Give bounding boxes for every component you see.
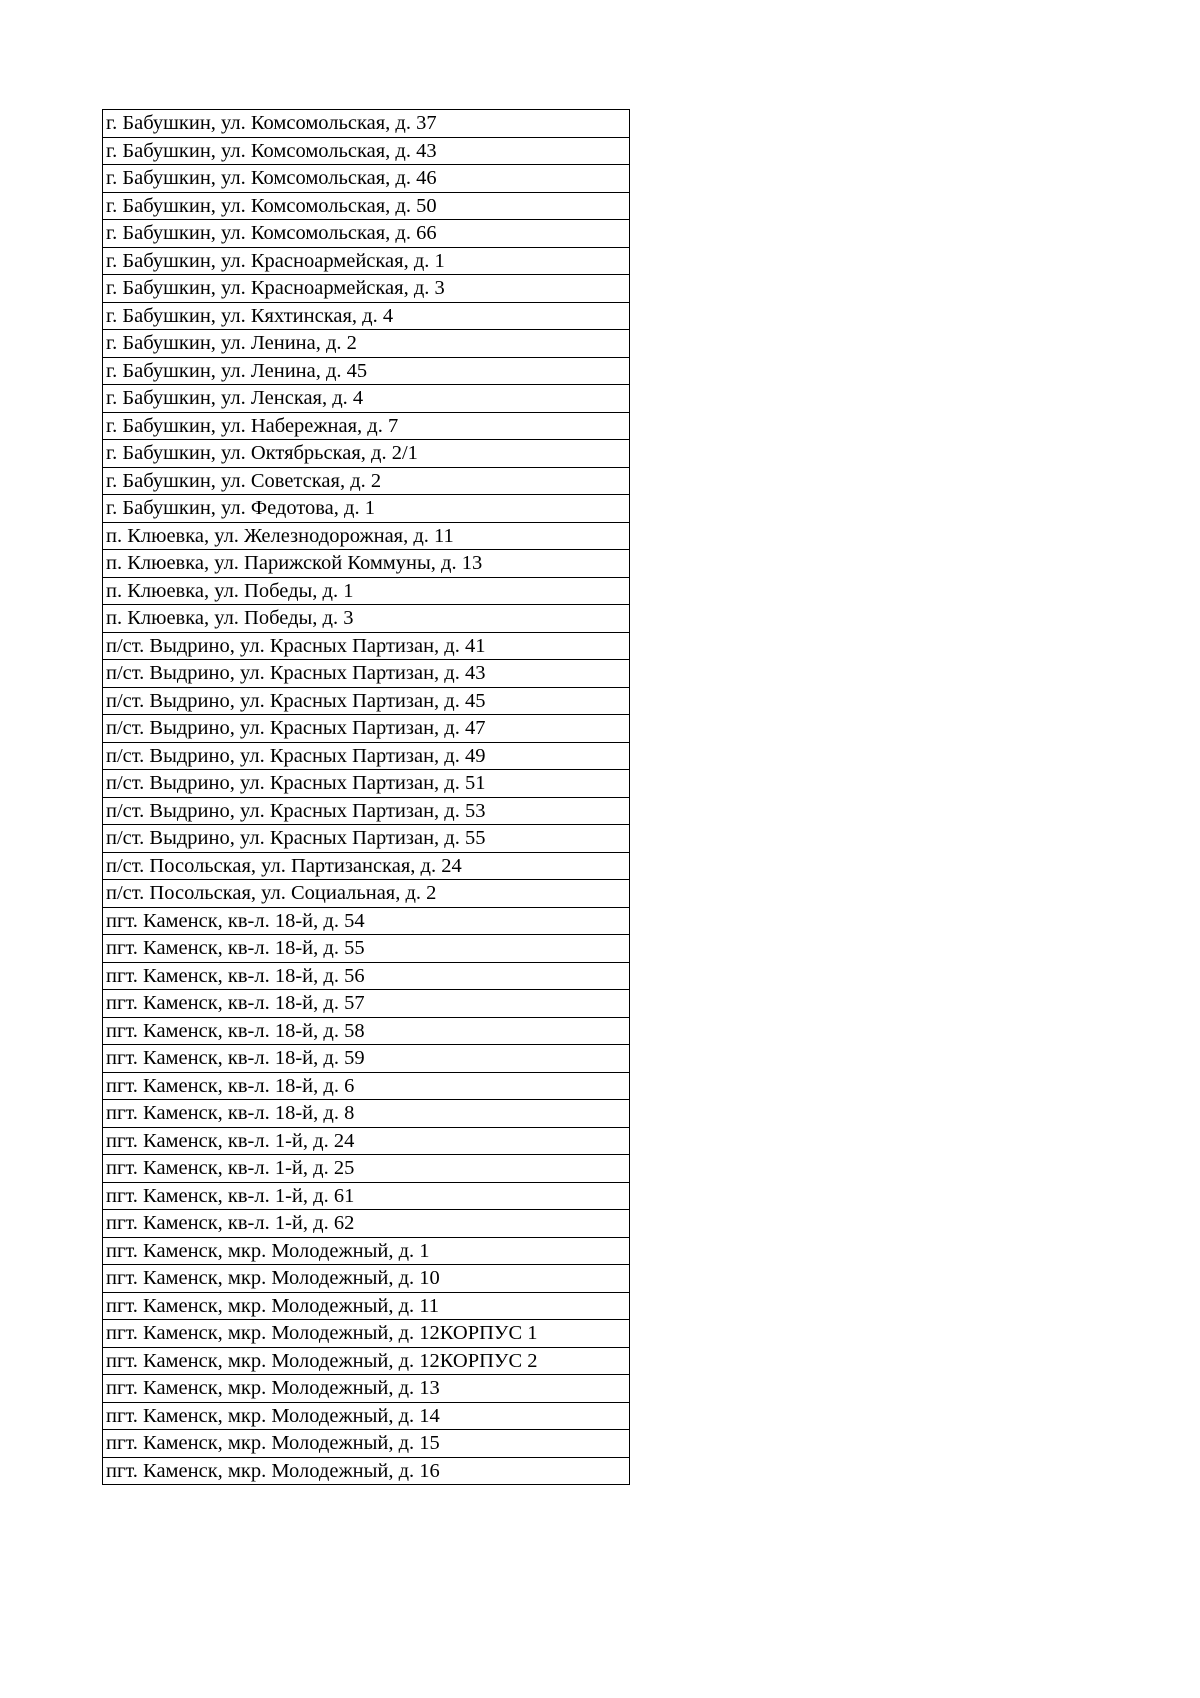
address-cell: п/ст. Посольская, ул. Социальная, д. 2 bbox=[103, 880, 630, 908]
address-cell: г. Бабушкин, ул. Федотова, д. 1 bbox=[103, 495, 630, 523]
address-cell: г. Бабушкин, ул. Набережная, д. 7 bbox=[103, 412, 630, 440]
address-cell: г. Бабушкин, ул. Красноармейская, д. 3 bbox=[103, 275, 630, 303]
address-cell: пгт. Каменск, кв-л. 18-й, д. 58 bbox=[103, 1017, 630, 1045]
address-cell: пгт. Каменск, кв-л. 1-й, д. 24 bbox=[103, 1127, 630, 1155]
address-cell: пгт. Каменск, кв-л. 1-й, д. 62 bbox=[103, 1210, 630, 1238]
address-cell: г. Бабушкин, ул. Ленская, д. 4 bbox=[103, 385, 630, 413]
table-row bbox=[103, 412, 630, 440]
address-table bbox=[102, 109, 630, 1485]
table-row bbox=[103, 715, 630, 743]
address-cell: г. Бабушкин, ул. Ленина, д. 2 bbox=[103, 330, 630, 358]
address-cell: г. Бабушкин, ул. Комсомольская, д. 46 bbox=[103, 165, 630, 193]
address-cell: пгт. Каменск, кв-л. 18-й, д. 55 bbox=[103, 935, 630, 963]
table-row bbox=[103, 330, 630, 358]
address-cell: пгт. Каменск, кв-л. 18-й, д. 8 bbox=[103, 1100, 630, 1128]
address-cell: п. Клюевка, ул. Парижской Коммуны, д. 13 bbox=[103, 550, 630, 578]
table-row bbox=[103, 1155, 630, 1183]
address-cell: пгт. Каменск, мкр. Молодежный, д. 15 bbox=[103, 1430, 630, 1458]
table-row bbox=[103, 550, 630, 578]
table-row bbox=[103, 605, 630, 633]
address-cell: г. Бабушкин, ул. Комсомольская, д. 66 bbox=[103, 220, 630, 248]
address-cell: п/ст. Выдрино, ул. Красных Партизан, д. 55 bbox=[103, 825, 630, 853]
address-cell: г. Бабушкин, ул. Советская, д. 2 bbox=[103, 467, 630, 495]
table-row bbox=[103, 1375, 630, 1403]
address-cell: п/ст. Выдрино, ул. Красных Партизан, д. 51 bbox=[103, 770, 630, 798]
table-row bbox=[103, 907, 630, 935]
address-cell: пгт. Каменск, мкр. Молодежный, д. 1 bbox=[103, 1237, 630, 1265]
address-cell: пгт. Каменск, кв-л. 18-й, д. 59 bbox=[103, 1045, 630, 1073]
table-row bbox=[103, 1210, 630, 1238]
table-row bbox=[103, 1182, 630, 1210]
table-row bbox=[103, 797, 630, 825]
address-cell: пгт. Каменск, мкр. Молодежный, д. 12КОРПУС 2 bbox=[103, 1347, 630, 1375]
table-row bbox=[103, 770, 630, 798]
address-cell: пгт. Каменск, кв-л. 18-й, д. 6 bbox=[103, 1072, 630, 1100]
table-row bbox=[103, 1320, 630, 1348]
table-row bbox=[103, 522, 630, 550]
address-cell: пгт. Каменск, мкр. Молодежный, д. 10 bbox=[103, 1265, 630, 1293]
address-cell: пгт. Каменск, мкр. Молодежный, д. 11 bbox=[103, 1292, 630, 1320]
table-row bbox=[103, 660, 630, 688]
address-cell: пгт. Каменск, кв-л. 18-й, д. 54 bbox=[103, 907, 630, 935]
table-row bbox=[103, 495, 630, 523]
table-row bbox=[103, 935, 630, 963]
table-row bbox=[103, 1127, 630, 1155]
table-row bbox=[103, 275, 630, 303]
address-cell: п/ст. Выдрино, ул. Красных Партизан, д. 53 bbox=[103, 797, 630, 825]
table-row bbox=[103, 1457, 630, 1485]
table-row bbox=[103, 1017, 630, 1045]
address-cell: пгт. Каменск, мкр. Молодежный, д. 16 bbox=[103, 1457, 630, 1485]
address-cell: п/ст. Выдрино, ул. Красных Партизан, д. 41 bbox=[103, 632, 630, 660]
table-row bbox=[103, 302, 630, 330]
address-cell: пгт. Каменск, кв-л. 1-й, д. 25 bbox=[103, 1155, 630, 1183]
table-row bbox=[103, 825, 630, 853]
table-row bbox=[103, 577, 630, 605]
table-row bbox=[103, 357, 630, 385]
table-row bbox=[103, 137, 630, 165]
table-row bbox=[103, 990, 630, 1018]
address-cell: пгт. Каменск, кв-л. 18-й, д. 56 bbox=[103, 962, 630, 990]
address-cell: пгт. Каменск, мкр. Молодежный, д. 13 bbox=[103, 1375, 630, 1403]
address-cell: п/ст. Выдрино, ул. Красных Партизан, д. 49 bbox=[103, 742, 630, 770]
address-cell: г. Бабушкин, ул. Комсомольская, д. 37 bbox=[103, 110, 630, 138]
table-row bbox=[103, 192, 630, 220]
table-row bbox=[103, 1292, 630, 1320]
address-cell: п. Клюевка, ул. Победы, д. 3 bbox=[103, 605, 630, 633]
table-row bbox=[103, 1430, 630, 1458]
table-row bbox=[103, 1072, 630, 1100]
address-cell: п. Клюевка, ул. Победы, д. 1 bbox=[103, 577, 630, 605]
address-cell: п/ст. Выдрино, ул. Красных Партизан, д. 47 bbox=[103, 715, 630, 743]
table-row bbox=[103, 247, 630, 275]
address-cell: пгт. Каменск, кв-л. 1-й, д. 61 bbox=[103, 1182, 630, 1210]
table-row bbox=[103, 1265, 630, 1293]
table-row bbox=[103, 467, 630, 495]
table-row bbox=[103, 880, 630, 908]
address-cell: п. Клюевка, ул. Железнодорожная, д. 11 bbox=[103, 522, 630, 550]
address-table-body bbox=[103, 110, 630, 1485]
address-cell: пгт. Каменск, мкр. Молодежный, д. 12КОРПУС 1 bbox=[103, 1320, 630, 1348]
table-row bbox=[103, 1100, 630, 1128]
table-row bbox=[103, 742, 630, 770]
address-cell: пгт. Каменск, кв-л. 18-й, д. 57 bbox=[103, 990, 630, 1018]
table-row bbox=[103, 1237, 630, 1265]
address-cell: г. Бабушкин, ул. Кяхтинская, д. 4 bbox=[103, 302, 630, 330]
address-cell: п/ст. Выдрино, ул. Красных Партизан, д. 43 bbox=[103, 660, 630, 688]
table-row bbox=[103, 852, 630, 880]
address-cell: пгт. Каменск, мкр. Молодежный, д. 14 bbox=[103, 1402, 630, 1430]
table-row bbox=[103, 110, 630, 138]
table-row bbox=[103, 1045, 630, 1073]
address-cell: п/ст. Выдрино, ул. Красных Партизан, д. 45 bbox=[103, 687, 630, 715]
table-row bbox=[103, 687, 630, 715]
table-row bbox=[103, 220, 630, 248]
address-cell: г. Бабушкин, ул. Октябрьская, д. 2/1 bbox=[103, 440, 630, 468]
table-row bbox=[103, 385, 630, 413]
table-row bbox=[103, 1347, 630, 1375]
table-row bbox=[103, 165, 630, 193]
address-cell: г. Бабушкин, ул. Ленина, д. 45 bbox=[103, 357, 630, 385]
address-cell: п/ст. Посольская, ул. Партизанская, д. 24 bbox=[103, 852, 630, 880]
address-cell: г. Бабушкин, ул. Комсомольская, д. 43 bbox=[103, 137, 630, 165]
table-row bbox=[103, 440, 630, 468]
address-cell: г. Бабушкин, ул. Комсомольская, д. 50 bbox=[103, 192, 630, 220]
table-row bbox=[103, 962, 630, 990]
table-row bbox=[103, 1402, 630, 1430]
address-cell: г. Бабушкин, ул. Красноармейская, д. 1 bbox=[103, 247, 630, 275]
table-row bbox=[103, 632, 630, 660]
